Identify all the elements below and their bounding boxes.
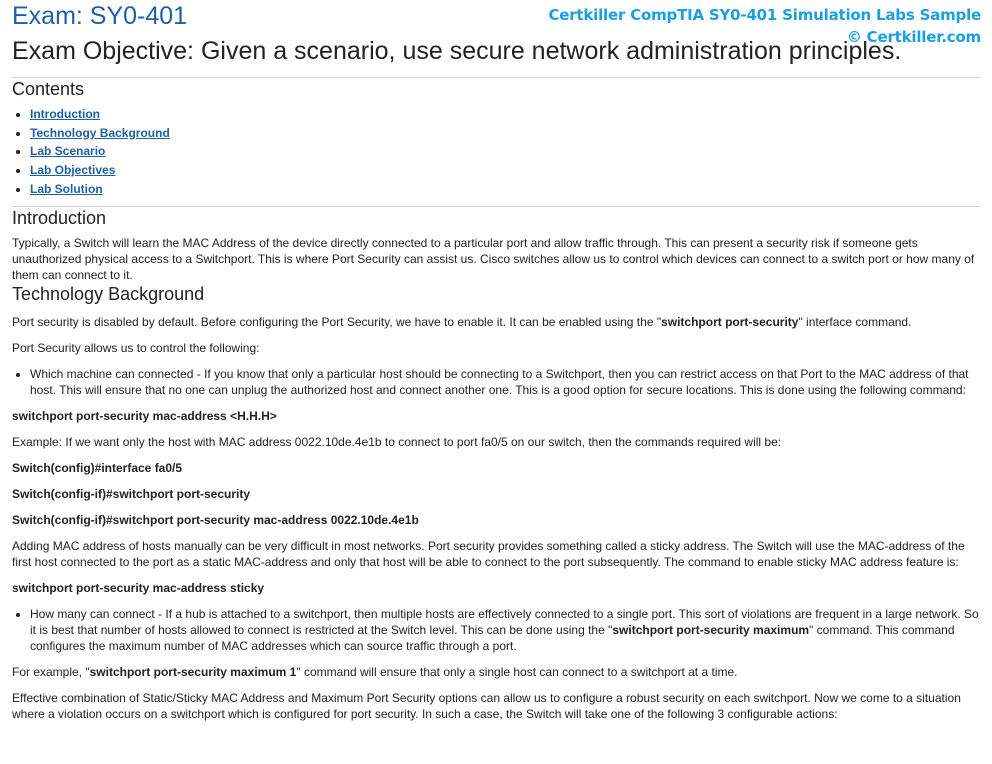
toc-item (30, 180, 980, 199)
bullet-which-machine: • Which machine can connected - If you know that only a particular host should be connecting to a Switchport, then you can restrict access on that Port to the MAC address of that host. This will ensure that no one can unplug the authorized host and connect another one. This is a good option for secure locations. This is done using the following command: (30, 366, 980, 398)
text-segment: " command will ensure that only a single host can connect to a switchport at a time. (296, 664, 738, 679)
bullet-list (12, 606, 980, 654)
introduction-heading: Introduction (12, 207, 107, 228)
command-interface: Switch(config)#interface fa0/5 (12, 460, 183, 475)
text-segment: For example, " (12, 664, 90, 679)
toc-link-lab-objectives[interactable]: Lab Objectives (30, 163, 116, 178)
technology-background-heading: Technology Background (12, 283, 205, 304)
table-of-contents (12, 105, 980, 199)
port-security-default-text (12, 314, 980, 330)
text-segment: " interface command. (798, 314, 912, 329)
bullet-how-many (30, 606, 980, 654)
command-mac-address: switchport port-security mac-address <H.H.H> (12, 408, 277, 423)
toc-item (30, 161, 980, 180)
command-inline: switchport port-security maximum (612, 622, 810, 637)
contents-heading: Contents (12, 79, 85, 99)
command-sticky: switchport port-security mac-address sticky (12, 580, 265, 595)
command-inline: switchport port-security (661, 314, 799, 329)
command-port-security-mac: Switch(config-if)#switchport port-security mac-address 0022.10de.4e1b (12, 512, 419, 527)
watermark-line-1: Certkiller CompTIA SY0-401 Simulation Labs Sample (548, 6, 981, 24)
watermark (548, 4, 981, 48)
toc-link-introduction[interactable]: Introduction (30, 107, 100, 121)
maximum-example-text (12, 664, 980, 680)
toc-link-technology-background[interactable]: Technology Background (30, 125, 170, 140)
text-segment: Port security is disabled by default. Before configuring the Port Security, we have to enable it. It can be enabled using the " (12, 314, 662, 329)
exam-title: Exam: SY0-401 (12, 2, 188, 30)
toc-item (30, 105, 980, 124)
command-port-security: Switch(config-if)#switchport port-security (12, 486, 251, 501)
toc-item (30, 124, 980, 143)
exam-objective: Exam Objective: Given a scenario, use secure network administration principles. (12, 37, 902, 65)
bullet-list (12, 366, 980, 398)
watermark-line-2: © Certkiller.com (846, 28, 981, 46)
port-security-controls-text: Port Security allows us to control the following: (12, 340, 260, 355)
example-text: Example: If we want only the host with MAC address 0022.10de.4e1b to connect to port fa0/5 on our switch, then the commands required will be: (12, 434, 782, 449)
toc-link-lab-solution[interactable]: Lab Solution (30, 181, 103, 196)
command-inline: switchport port-security maximum 1 (89, 664, 297, 679)
text-segment: " command. This command configures the maximum number of MAC addresses which can source traffic through a port. (30, 622, 955, 653)
toc-item (30, 142, 980, 161)
violation-text: Effective combination of Static/Sticky MAC Address and Maximum Port Security options can allow us to configure a robust security on each switchport. Now we come to a situation where a violation occurs on a switchport which is configured for port security. In such a case, the Switch will take one of the following 3 configurable actions: (12, 690, 961, 721)
introduction-text: Typically, a Switch will learn the MAC Address of the device directly connected to a particular port and allow traffic through. This can present a security risk if someone gets unauthorized physical access to a Switchport. This is where Port Security can assist us. Cisco switches allow us to control which devices can connect to a switch port or how many of them can connect to it. (12, 235, 975, 282)
text-segment: How many can connect - If a hub is attached to a switchport, then multiple hosts are effectively connected to a single port. This sort of violations are frequent in a large network. So it is best that number of hosts allowed to connect is restricted at the Switch level. This can be done using the " (30, 606, 979, 637)
sticky-address-text: Adding MAC address of hosts manually can be very difficult in most networks. Port security provides something called a sticky address. The Switch will use the MAC-address of the first host connected to the port as a static MAC-address and only that host will be able to connect to the port subsequently. The command to enable sticky MAC address feature is: (12, 538, 965, 569)
document-page (12, 0, 980, 722)
toc-link-lab-scenario[interactable]: Lab Scenario (30, 144, 106, 159)
